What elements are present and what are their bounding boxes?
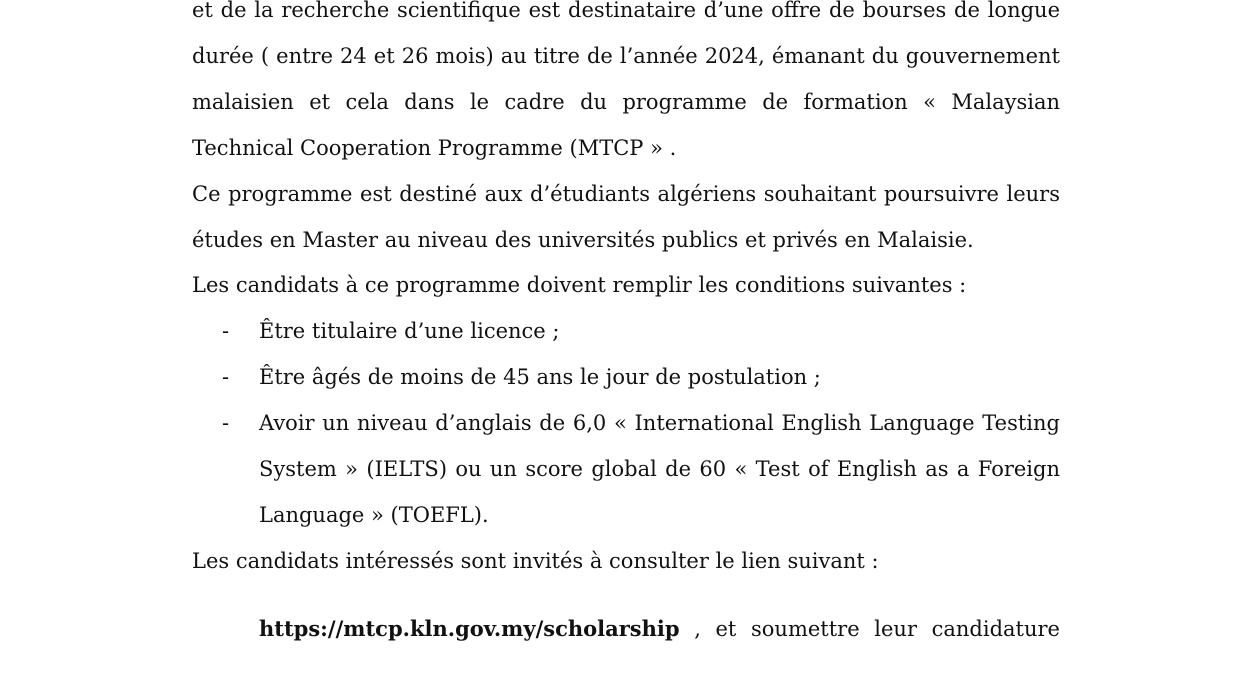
link-suffix: , et soumettre leur candidature bbox=[679, 616, 1060, 641]
document-page bbox=[192, 0, 1060, 674]
conditions-intro: Les candidats à ce programme doivent remplir les conditions suivantes : bbox=[192, 273, 967, 298]
condition-text: Être titulaire d’une licence ; bbox=[259, 319, 560, 344]
list-item bbox=[192, 355, 1060, 401]
list-dash: - bbox=[222, 319, 230, 344]
condition-text: Avoir un niveau d’anglais de 6,0 « International English Language Testing System » (IELTS) ou un score global de 60 « Test of English as a Foreign Language » (TOEFL). bbox=[259, 411, 1060, 527]
condition-text: Être âgés de moins de 45 ans le jour de postulation ; bbox=[259, 365, 821, 390]
list-item bbox=[192, 309, 1060, 355]
scholarship-link[interactable]: https://mtcp.kln.gov.my/scholarship bbox=[259, 615, 680, 641]
intro-paragraph: et de la recherche scientifique est destinataire d’une offre de bourses de longue durée ( entre 24 et 26 mois) au titre de l’année 2024, émanant du gouvernement malaisien et cela dans le cadre du programme de formation « Malaysian Technical Cooperation Programme (MTCP » . bbox=[192, 0, 1060, 160]
list-dash: - bbox=[222, 411, 230, 436]
link-line bbox=[192, 606, 1060, 653]
program-paragraph: Ce programme est destiné aux d’étudiants algériens souhaitant poursuivre leurs études en Master au niveau des universités publics et privés en Malaisie. bbox=[192, 181, 1060, 252]
list-dash: - bbox=[222, 365, 230, 390]
conditions-list bbox=[192, 309, 1060, 539]
list-item bbox=[192, 401, 1060, 539]
link-intro: Les candidats intéressés sont invités à consulter le lien suivant : bbox=[192, 548, 879, 573]
